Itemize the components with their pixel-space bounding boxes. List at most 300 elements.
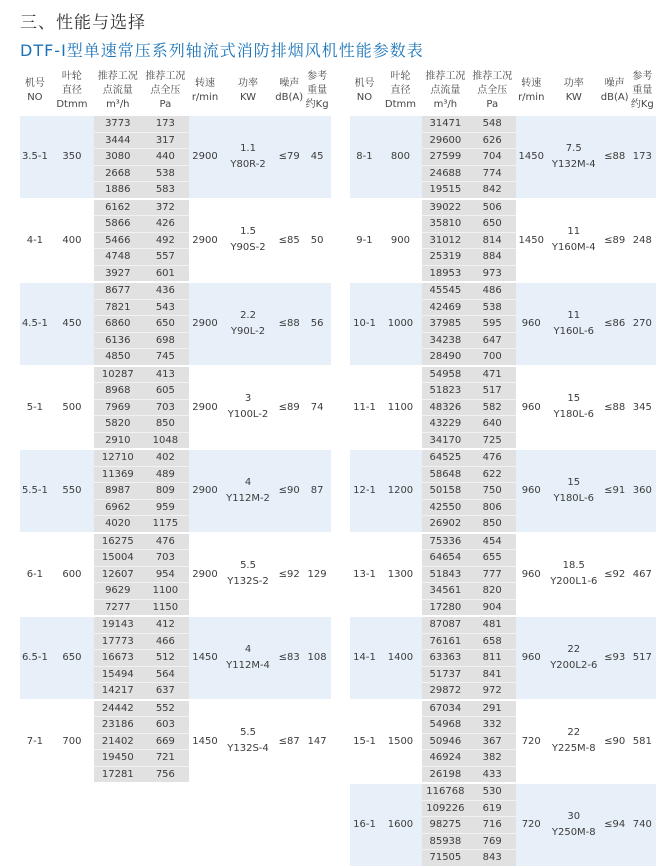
flow-cell: 8677 — [94, 282, 142, 299]
table-row — [20, 449, 331, 466]
header-impeller-line: 叶轮 — [390, 71, 411, 82]
power-motor-cell — [221, 116, 275, 199]
motor-model: Y160M-4 — [551, 242, 596, 254]
flow-cell: 5866 — [94, 216, 142, 233]
impeller-diameter-cell: 1600 — [379, 783, 422, 866]
header-noise — [275, 66, 303, 116]
motor-model: Y100L-2 — [227, 409, 269, 421]
header-pressure — [142, 66, 190, 116]
speed-cell: 2900 — [189, 116, 221, 199]
motor-model: Y90L-2 — [230, 325, 266, 337]
noise-cell: ≤91 — [601, 449, 629, 533]
flow-cell: 31012 — [422, 232, 469, 249]
pressure-cell: 1150 — [142, 599, 190, 616]
pressure-cell: 745 — [142, 349, 190, 366]
power-value: 30 — [567, 810, 581, 822]
impeller-diameter-cell: 700 — [50, 700, 94, 783]
header-noise — [601, 66, 629, 116]
header-pressure — [469, 66, 516, 116]
power-value: 11 — [567, 309, 581, 321]
flow-cell: 14217 — [94, 683, 142, 700]
flow-cell: 6162 — [94, 199, 142, 216]
power-value: 5.5 — [240, 727, 256, 739]
power-value: 22 — [567, 727, 581, 739]
motor-model: Y200L1-6 — [550, 576, 598, 588]
weight-cell: 581 — [629, 700, 656, 784]
flow-cell: 34561 — [422, 583, 469, 600]
flow-cell: 46924 — [422, 750, 469, 767]
flow-cell: 63363 — [422, 650, 469, 667]
header-flow — [94, 66, 142, 116]
impeller-diameter-cell: 1400 — [379, 616, 422, 700]
model-cell: 7-1 — [20, 700, 50, 783]
pressure-cell: 471 — [469, 366, 516, 383]
speed-cell: 2900 — [189, 449, 221, 533]
flow-cell: 26198 — [422, 766, 469, 783]
weight-cell: 248 — [629, 199, 656, 283]
pressure-cell: 884 — [469, 249, 516, 266]
table-row — [20, 616, 331, 633]
header-power-line: KW — [565, 92, 582, 103]
weight-cell: 173 — [629, 116, 656, 199]
model-cell: 11-1 — [350, 366, 379, 450]
flow-cell: 42550 — [422, 499, 469, 516]
power-motor-cell — [547, 199, 601, 283]
pressure-cell: 454 — [469, 533, 516, 550]
pressure-cell: 481 — [469, 616, 516, 633]
noise-cell: ≤93 — [601, 616, 629, 700]
weight-cell: 74 — [303, 366, 331, 450]
flow-cell: 1886 — [94, 182, 142, 199]
model-cell: 8-1 — [350, 116, 379, 199]
table-row — [20, 700, 331, 717]
flow-cell: 87087 — [422, 616, 469, 633]
power-value: 2.2 — [240, 309, 256, 321]
pressure-cell: 637 — [142, 683, 190, 700]
motor-model: Y225M-8 — [551, 743, 596, 755]
header-flow-line: m³/h — [106, 99, 130, 110]
speed-cell: 1450 — [189, 700, 221, 783]
model-cell: 4-1 — [20, 199, 50, 283]
flow-cell: 116768 — [422, 783, 469, 800]
motor-model: Y250M-8 — [551, 826, 596, 838]
table-title: DTF-I型单速常压系列轴流式消防排烟风机性能参数表 — [20, 41, 424, 60]
pressure-cell: 769 — [469, 833, 516, 850]
left-table-panel — [20, 66, 331, 793]
model-cell: 15-1 — [350, 700, 379, 784]
header-speed-line: r/min — [191, 92, 219, 103]
pressure-cell: 492 — [142, 232, 190, 249]
header-weight-line: 重量 — [632, 85, 653, 96]
weight-cell: 108 — [303, 616, 331, 700]
header-weight — [629, 66, 656, 116]
flow-cell: 50946 — [422, 733, 469, 750]
pressure-cell: 486 — [469, 282, 516, 299]
header-power — [221, 66, 275, 116]
table-row — [350, 199, 656, 216]
weight-cell: 517 — [629, 616, 656, 700]
pressure-cell: 777 — [469, 566, 516, 583]
speed-cell: 960 — [516, 282, 547, 366]
header-noise-line: dB(A) — [275, 92, 304, 103]
flow-cell: 29600 — [422, 132, 469, 149]
noise-cell: ≤86 — [601, 282, 629, 366]
pressure-cell: 716 — [469, 817, 516, 834]
flow-cell: 37985 — [422, 316, 469, 333]
pressure-cell: 538 — [469, 299, 516, 316]
header-impeller-line: Dtmm — [384, 99, 416, 110]
motor-model: Y80R-2 — [230, 158, 266, 170]
pressure-cell: 811 — [469, 650, 516, 667]
weight-cell: 270 — [629, 282, 656, 366]
left-performance-table — [20, 66, 331, 782]
flow-cell: 7277 — [94, 599, 142, 616]
model-cell: 4.5-1 — [20, 282, 50, 366]
header-flow-line: 点流量 — [102, 85, 133, 96]
flow-cell: 42469 — [422, 299, 469, 316]
power-motor-cell — [221, 449, 275, 533]
flow-cell: 24688 — [422, 165, 469, 182]
impeller-diameter-cell: 600 — [50, 533, 94, 617]
power-motor-cell — [547, 783, 601, 866]
power-motor-cell — [547, 533, 601, 617]
pressure-cell: 700 — [469, 349, 516, 366]
header-flow-line: 推荐工况 — [425, 71, 466, 82]
header-weight — [303, 66, 331, 116]
motor-model: Y180L-6 — [553, 409, 595, 421]
flow-cell: 51823 — [422, 383, 469, 400]
pressure-cell: 412 — [142, 616, 190, 633]
power-motor-cell — [547, 616, 601, 700]
noise-cell: ≤94 — [601, 783, 629, 866]
flow-cell: 16673 — [94, 650, 142, 667]
model-cell: 6-1 — [20, 533, 50, 617]
flow-cell: 39022 — [422, 199, 469, 216]
pressure-cell: 658 — [469, 633, 516, 650]
flow-cell: 43229 — [422, 416, 469, 433]
pressure-cell: 650 — [142, 316, 190, 333]
weight-cell: 45 — [303, 116, 331, 199]
header-flow-line: 推荐工况 — [97, 71, 138, 82]
power-value: 15 — [567, 476, 581, 488]
header-speed-line: 转速 — [194, 78, 215, 89]
pressure-cell: 476 — [142, 533, 190, 550]
flow-cell: 17773 — [94, 633, 142, 650]
flow-cell: 28490 — [422, 349, 469, 366]
header-power — [547, 66, 601, 116]
header-weight-line: 约Kg — [305, 99, 329, 110]
flow-cell: 15004 — [94, 550, 142, 567]
impeller-diameter-cell: 900 — [379, 199, 422, 283]
model-cell: 5-1 — [20, 366, 50, 450]
impeller-diameter-cell: 1100 — [379, 366, 422, 450]
flow-cell: 19515 — [422, 182, 469, 199]
flow-cell: 71505 — [422, 850, 469, 866]
flow-cell: 64654 — [422, 550, 469, 567]
power-motor-cell — [547, 366, 601, 450]
flow-cell: 4020 — [94, 516, 142, 533]
speed-cell: 1450 — [516, 199, 547, 283]
flow-cell: 23186 — [94, 717, 142, 734]
header-flow — [422, 66, 469, 116]
speed-cell: 960 — [516, 366, 547, 450]
flow-cell: 54958 — [422, 366, 469, 383]
flow-cell: 51737 — [422, 666, 469, 683]
header-impeller-line: 直径 — [390, 85, 411, 96]
flow-cell: 24442 — [94, 700, 142, 717]
pressure-cell: 543 — [142, 299, 190, 316]
flow-cell: 21402 — [94, 733, 142, 750]
speed-cell: 2900 — [189, 282, 221, 366]
table-row — [350, 282, 656, 299]
speed-cell: 720 — [516, 783, 547, 866]
noise-cell: ≤90 — [275, 449, 303, 533]
impeller-diameter-cell: 400 — [50, 199, 94, 283]
flow-cell: 85938 — [422, 833, 469, 850]
flow-cell: 5466 — [94, 232, 142, 249]
speed-cell: 960 — [516, 449, 547, 533]
pressure-cell: 647 — [469, 332, 516, 349]
header-noise-line: 噪声 — [279, 78, 300, 89]
pressure-cell: 402 — [142, 449, 190, 466]
model-cell: 10-1 — [350, 282, 379, 366]
header-pressure-line: Pa — [486, 99, 499, 110]
flow-cell: 2668 — [94, 165, 142, 182]
flow-cell: 75336 — [422, 533, 469, 550]
motor-model: Y180L-6 — [553, 492, 595, 504]
flow-cell: 2910 — [94, 432, 142, 449]
header-model-line: 机号 — [24, 78, 45, 89]
noise-cell: ≤92 — [275, 533, 303, 617]
impeller-diameter-cell: 800 — [379, 116, 422, 199]
flow-cell: 7821 — [94, 299, 142, 316]
noise-cell: ≤88 — [601, 116, 629, 199]
pressure-cell: 774 — [469, 165, 516, 182]
header-speed — [516, 66, 547, 116]
speed-cell: 960 — [516, 616, 547, 700]
power-value: 4 — [244, 643, 252, 655]
impeller-diameter-cell: 550 — [50, 449, 94, 533]
pressure-cell: 750 — [469, 483, 516, 500]
pressure-cell: 809 — [142, 483, 190, 500]
flow-cell: 11369 — [94, 466, 142, 483]
flow-cell: 10287 — [94, 366, 142, 383]
power-value: 3 — [244, 393, 252, 405]
power-value: 4 — [244, 476, 252, 488]
pressure-cell: 367 — [469, 733, 516, 750]
noise-cell: ≤89 — [601, 199, 629, 283]
motor-model: Y132M-4 — [551, 158, 596, 170]
speed-cell: 720 — [516, 700, 547, 784]
header-model — [350, 66, 379, 116]
pressure-cell: 530 — [469, 783, 516, 800]
pressure-cell: 904 — [469, 599, 516, 616]
pressure-cell: 814 — [469, 232, 516, 249]
pressure-cell: 841 — [469, 666, 516, 683]
pressure-cell: 466 — [142, 633, 190, 650]
weight-cell: 360 — [629, 449, 656, 533]
pressure-cell: 426 — [142, 216, 190, 233]
pressure-cell: 972 — [469, 683, 516, 700]
speed-cell: 2900 — [189, 366, 221, 450]
power-motor-cell — [547, 116, 601, 199]
pressure-cell: 382 — [469, 750, 516, 767]
pressure-cell: 843 — [469, 850, 516, 866]
pressure-cell: 512 — [142, 650, 190, 667]
header-row — [350, 66, 656, 116]
power-motor-cell — [221, 366, 275, 450]
pressure-cell: 1048 — [142, 432, 190, 449]
pressure-cell: 291 — [469, 700, 516, 717]
motor-model: Y200L2-6 — [550, 659, 598, 671]
impeller-diameter-cell: 500 — [50, 366, 94, 450]
flow-cell: 3773 — [94, 116, 142, 132]
speed-cell: 960 — [516, 533, 547, 617]
header-impeller — [50, 66, 94, 116]
weight-cell: 56 — [303, 282, 331, 366]
flow-cell: 6962 — [94, 499, 142, 516]
weight-cell: 740 — [629, 783, 656, 866]
flow-cell: 3927 — [94, 265, 142, 282]
impeller-diameter-cell: 650 — [50, 616, 94, 700]
speed-cell: 2900 — [189, 199, 221, 283]
pressure-cell: 506 — [469, 199, 516, 216]
weight-cell: 467 — [629, 533, 656, 617]
pressure-cell: 725 — [469, 432, 516, 449]
header-impeller-line: 直径 — [61, 85, 82, 96]
pressure-cell: 317 — [142, 132, 190, 149]
power-motor-cell — [221, 533, 275, 617]
power-motor-cell — [221, 199, 275, 283]
table-row — [350, 616, 656, 633]
model-cell: 3.5-1 — [20, 116, 50, 199]
model-cell: 12-1 — [350, 449, 379, 533]
header-noise-line: dB(A) — [600, 92, 629, 103]
table-row — [20, 282, 331, 299]
header-flow-line: m³/h — [433, 99, 458, 110]
noise-cell: ≤89 — [275, 366, 303, 450]
pressure-cell: 850 — [142, 416, 190, 433]
header-pressure-line: 推荐工况 — [472, 71, 513, 82]
pressure-cell: 954 — [142, 566, 190, 583]
impeller-diameter-cell: 1300 — [379, 533, 422, 617]
flow-cell: 17281 — [94, 766, 142, 782]
model-cell: 16-1 — [350, 783, 379, 866]
flow-cell: 16275 — [94, 533, 142, 550]
header-model-line: NO — [27, 92, 43, 103]
flow-cell: 45545 — [422, 282, 469, 299]
weight-cell: 147 — [303, 700, 331, 783]
pressure-cell: 626 — [469, 132, 516, 149]
flow-cell: 8968 — [94, 383, 142, 400]
motor-model: Y90S-2 — [230, 242, 266, 254]
noise-cell: ≤85 — [275, 199, 303, 283]
power-value: 15 — [567, 393, 581, 405]
pressure-cell: 601 — [142, 265, 190, 282]
header-weight-line: 参考 — [307, 71, 328, 82]
pressure-cell: 436 — [142, 282, 190, 299]
flow-cell: 12607 — [94, 566, 142, 583]
power-motor-cell — [547, 700, 601, 784]
table-row — [350, 700, 656, 717]
pressure-cell: 640 — [469, 416, 516, 433]
pressure-cell: 669 — [142, 733, 190, 750]
power-motor-cell — [547, 449, 601, 533]
motor-model: Y132S-4 — [227, 743, 269, 755]
weight-cell: 345 — [629, 366, 656, 450]
pressure-cell: 806 — [469, 499, 516, 516]
model-cell: 5.5-1 — [20, 449, 50, 533]
pressure-cell: 850 — [469, 516, 516, 533]
section-title: 三、性能与选择 — [20, 13, 146, 33]
header-speed — [189, 66, 221, 116]
flow-cell: 7969 — [94, 399, 142, 416]
header-weight-line: 参考 — [632, 71, 653, 82]
header-power-line: 功率 — [563, 78, 584, 89]
power-motor-cell — [547, 282, 601, 366]
header-weight-line: 重量 — [307, 85, 328, 96]
speed-cell: 2900 — [189, 533, 221, 617]
pressure-cell: 595 — [469, 316, 516, 333]
header-flow-line: 点流量 — [430, 85, 461, 96]
pressure-cell: 583 — [142, 182, 190, 199]
header-power-line: KW — [239, 92, 257, 103]
flow-cell: 54968 — [422, 717, 469, 734]
header-impeller — [379, 66, 422, 116]
weight-cell: 50 — [303, 199, 331, 283]
pressure-cell: 842 — [469, 182, 516, 199]
table-row — [20, 199, 331, 216]
model-cell: 6.5-1 — [20, 616, 50, 700]
flow-cell: 58648 — [422, 466, 469, 483]
flow-cell: 5820 — [94, 416, 142, 433]
flow-cell: 4850 — [94, 349, 142, 366]
speed-cell: 1450 — [189, 616, 221, 700]
header-impeller-line: 叶轮 — [61, 71, 82, 82]
noise-cell: ≤83 — [275, 616, 303, 700]
table-row — [350, 366, 656, 383]
power-motor-cell — [221, 282, 275, 366]
pressure-cell: 756 — [142, 766, 190, 782]
pressure-cell: 582 — [469, 399, 516, 416]
header-pressure-line: 点全压 — [477, 85, 508, 96]
header-weight-line: 约Kg — [630, 99, 654, 110]
flow-cell: 12710 — [94, 449, 142, 466]
table-row — [20, 366, 331, 383]
pressure-cell: 622 — [469, 466, 516, 483]
model-cell: 14-1 — [350, 616, 379, 700]
pressure-cell: 552 — [142, 700, 190, 717]
flow-cell: 19450 — [94, 750, 142, 767]
pressure-cell: 517 — [469, 383, 516, 400]
model-cell: 9-1 — [350, 199, 379, 283]
impeller-diameter-cell: 450 — [50, 282, 94, 366]
table-row — [350, 449, 656, 466]
table-row — [20, 533, 331, 550]
pressure-cell: 440 — [142, 149, 190, 166]
noise-cell: ≤88 — [601, 366, 629, 450]
pressure-cell: 413 — [142, 366, 190, 383]
flow-cell: 6860 — [94, 316, 142, 333]
table-row — [350, 533, 656, 550]
power-value: 11 — [567, 226, 581, 238]
header-pressure-line: 推荐工况 — [145, 71, 186, 82]
flow-cell: 15494 — [94, 666, 142, 683]
flow-cell: 3080 — [94, 149, 142, 166]
pressure-cell: 973 — [469, 265, 516, 282]
noise-cell: ≤87 — [275, 700, 303, 783]
pressure-cell: 1100 — [142, 583, 190, 600]
